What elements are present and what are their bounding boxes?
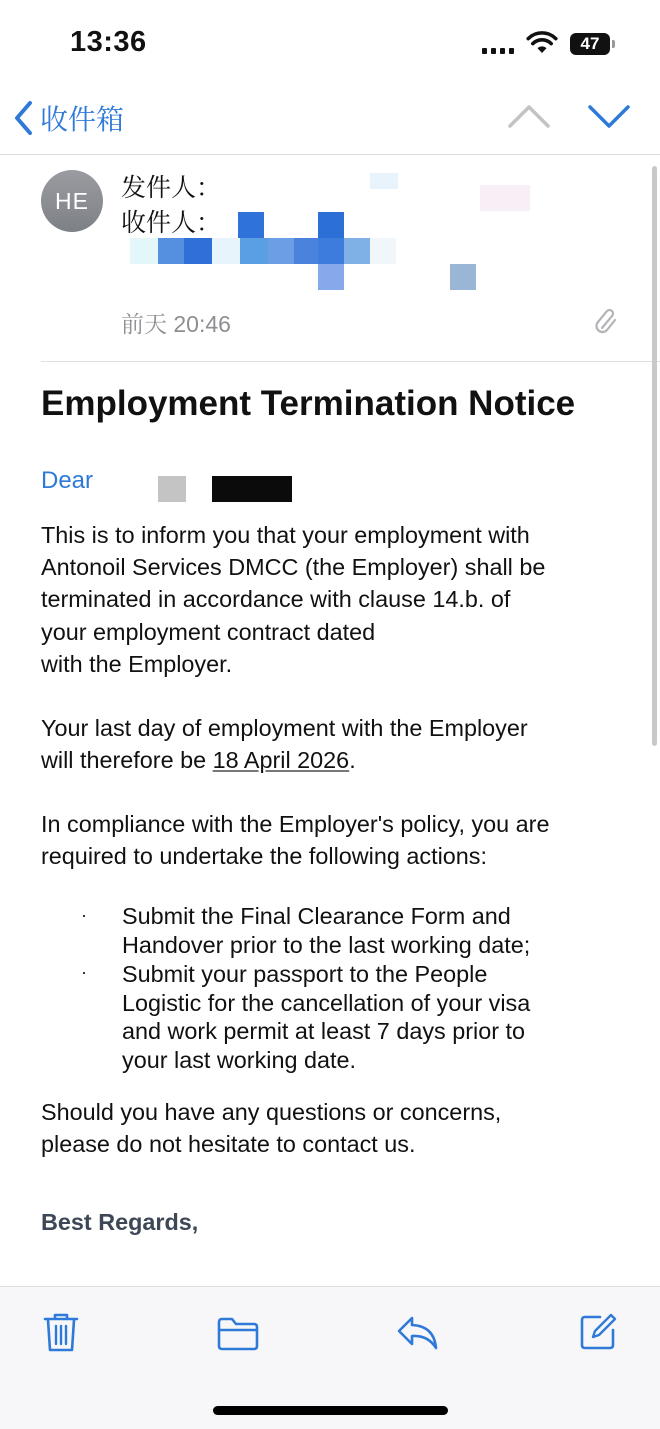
battery-indicator: 47 bbox=[570, 33, 610, 55]
redacted-recipient-name bbox=[158, 476, 292, 504]
action-line: Handover prior to the last working date; bbox=[122, 931, 531, 958]
back-to-inbox-button[interactable] bbox=[12, 96, 124, 140]
period: . bbox=[349, 747, 356, 774]
action-line: Logistic for the cancellation of your visa bbox=[122, 989, 531, 1016]
chevron-left-icon bbox=[12, 100, 34, 136]
paragraph-line bbox=[41, 744, 611, 776]
battery-cap bbox=[612, 40, 615, 48]
paragraph-line-start: will therefore be bbox=[41, 747, 213, 774]
email-subject: Employment Termination Notice bbox=[41, 384, 576, 423]
previous-message-chevron-up-icon[interactable] bbox=[506, 100, 552, 132]
paragraph-line: Antonoil Services DMCC (the Employer) shall be bbox=[41, 554, 546, 581]
to-label: 收件人： bbox=[121, 209, 222, 237]
paragraph-last-day bbox=[41, 712, 611, 776]
bullet-marker: · bbox=[81, 905, 87, 925]
paragraph-line: This is to inform you that your employment with bbox=[41, 522, 530, 548]
action-item bbox=[122, 902, 530, 959]
action-line: Submit the Final Clearance Form and bbox=[122, 903, 511, 929]
scrollbar[interactable] bbox=[652, 166, 657, 746]
paragraph-line: your employment contract dated bbox=[41, 618, 376, 645]
action-line: Submit your passport to the People bbox=[122, 961, 488, 987]
paragraph-compliance bbox=[41, 808, 611, 872]
sender-avatar[interactable]: HE bbox=[41, 170, 103, 232]
compose-icon[interactable] bbox=[578, 1312, 618, 1352]
paragraph-closing bbox=[41, 1096, 611, 1160]
home-indicator[interactable] bbox=[213, 1406, 448, 1415]
paragraph-notice bbox=[41, 519, 611, 680]
nav-divider bbox=[0, 154, 660, 155]
paragraph-line: Should you have any questions or concerns, bbox=[41, 1099, 502, 1125]
wifi-icon bbox=[526, 31, 558, 55]
paperclip-icon bbox=[594, 306, 620, 336]
action-line: and work permit at least 7 days prior to bbox=[122, 1018, 526, 1044]
trash-icon[interactable] bbox=[42, 1312, 80, 1354]
action-item bbox=[122, 960, 530, 1074]
greeting: Dear bbox=[41, 467, 94, 494]
cellular-signal-icon bbox=[482, 40, 516, 54]
message-date: 前天 20:46 bbox=[121, 311, 231, 337]
header-divider bbox=[41, 361, 660, 362]
next-message-chevron-down-icon[interactable] bbox=[586, 100, 632, 132]
paragraph-line: In compliance with the Employer's policy, you are bbox=[41, 811, 550, 837]
status-time: 13:36 bbox=[70, 26, 147, 58]
redacted-recipient-addresses[interactable] bbox=[130, 210, 490, 295]
last-day-date-link[interactable]: 18 April 2026 bbox=[212, 747, 350, 774]
action-line: your last working date. bbox=[122, 1046, 357, 1073]
reply-icon[interactable] bbox=[396, 1314, 440, 1354]
from-label: 发件人： bbox=[121, 174, 222, 202]
back-label: 收件箱 bbox=[40, 104, 125, 135]
paragraph-line: with the Employer. bbox=[41, 650, 233, 677]
paragraph-line: Your last day of employment with the Employer bbox=[41, 715, 528, 741]
folder-icon[interactable] bbox=[216, 1316, 260, 1352]
signoff: Best Regards, bbox=[41, 1209, 199, 1235]
bullet-marker: · bbox=[81, 962, 87, 982]
paragraph-line: terminated in accordance with clause 14.b. of bbox=[41, 586, 511, 613]
paragraph-line: required to undertake the following actions: bbox=[41, 843, 487, 870]
redacted-sender-address[interactable] bbox=[360, 165, 540, 215]
paragraph-line: please do not hesitate to contact us. bbox=[41, 1131, 416, 1158]
